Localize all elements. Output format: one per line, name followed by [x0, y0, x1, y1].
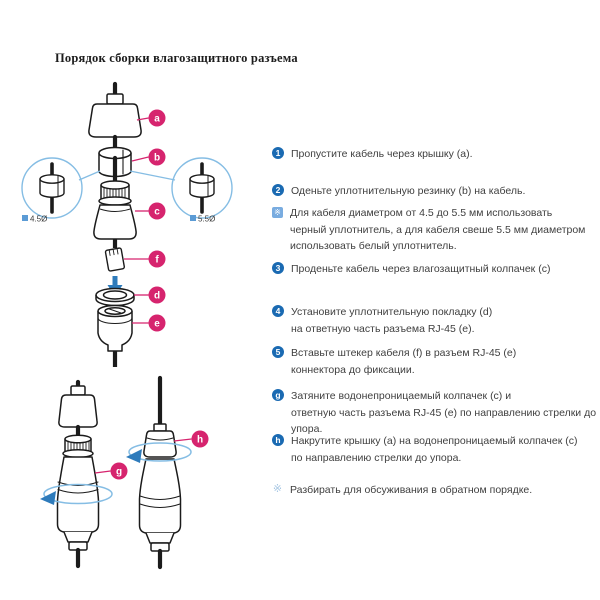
instruction-note-grommet [272, 205, 600, 255]
callout-b-label: b [153, 152, 161, 164]
note-icon: ※ [272, 207, 283, 218]
instruction-step-g [272, 388, 600, 438]
instruction-step-3 [272, 261, 600, 278]
callout-h-label: h [196, 434, 204, 446]
swatch-icon [190, 215, 196, 221]
step-letter-badge: h [272, 434, 284, 446]
instruction-text: черный уплотнитель, а для кабеля свеше 5.5 мм диаметром [290, 223, 586, 236]
instruction-text: Накрутите крышку (a) на водонепроницаемый колпачек (c) [291, 435, 578, 447]
instruction-text: использовать белый уплотнитель. [290, 240, 457, 252]
part-connector-e [98, 306, 132, 368]
step-number-badge: 1 [272, 147, 284, 159]
part-plug-f [105, 248, 124, 271]
note-icon: ※ [272, 483, 283, 495]
step-number-badge: 5 [272, 346, 284, 358]
instruction-text: на ответную часть разъема RJ-45 (e). [291, 322, 475, 335]
callout-d-label: d [153, 290, 161, 302]
instruction-text: Проденьте кабель через влагозащитный колпачек (c) [291, 263, 551, 275]
instruction-text: Затяните водонепроницаемый колпачек (c) и [291, 390, 512, 402]
part-cap-a [89, 104, 141, 137]
instruction-text: Вставьте штекер кабеля (f) в разъем RJ-45 (e) [291, 347, 517, 359]
instruction-text: Пропустите кабель через крышку (a). [291, 148, 473, 160]
swatch-icon [22, 215, 28, 221]
callout-c-label: c [154, 206, 160, 218]
instruction-step-1 [272, 146, 600, 163]
step-letter-badge: g [272, 389, 284, 401]
inset-label-right: 5.5Ø [198, 214, 216, 224]
part-cap-c [94, 181, 136, 248]
instruction-text: Для кабеля диаметром от 4.5 до 5.5 мм использовать [290, 207, 553, 219]
figure-g [58, 382, 99, 566]
instruction-note-disassembly [272, 482, 600, 499]
instruction-text: Разбирать для обсуживания в обратном порядке. [290, 484, 533, 496]
assembly-diagram [0, 80, 270, 572]
instruction-text: коннектора до фиксации. [291, 363, 415, 376]
step-number-badge: 4 [272, 305, 284, 317]
instruction-step-4 [272, 304, 600, 337]
instruction-text: по направлению стрелки до упора. [291, 451, 462, 464]
part-cap-a-notch [107, 94, 123, 104]
callout-a-label: a [154, 113, 160, 125]
step-number-badge: 3 [272, 262, 284, 274]
inset-left [22, 158, 82, 218]
inset-label-left: 4.5Ø [30, 214, 48, 224]
part-gasket-d [96, 289, 134, 306]
figure-h [140, 378, 181, 567]
page-title: Порядок сборки влагозащитного разъема [55, 51, 298, 65]
instruction-text: Установите уплотнительную покладку (d) [291, 306, 493, 318]
callout-f-label: f [155, 254, 159, 266]
instruction-step-2 [272, 183, 600, 200]
top-assembly [89, 84, 141, 184]
inset-right [172, 158, 232, 218]
instruction-text: Оденьте уплотнительную резинку (b) на кабель. [291, 185, 526, 197]
step-number-badge: 2 [272, 184, 284, 196]
instruction-step-h [272, 433, 600, 466]
instruction-step-5 [272, 345, 600, 378]
instruction-text: ответную часть разъема RJ-45 (e) по направлению стрелки до упора. [291, 406, 597, 435]
callout-g-label: g [115, 466, 123, 478]
callout-e-label: e [154, 318, 160, 330]
